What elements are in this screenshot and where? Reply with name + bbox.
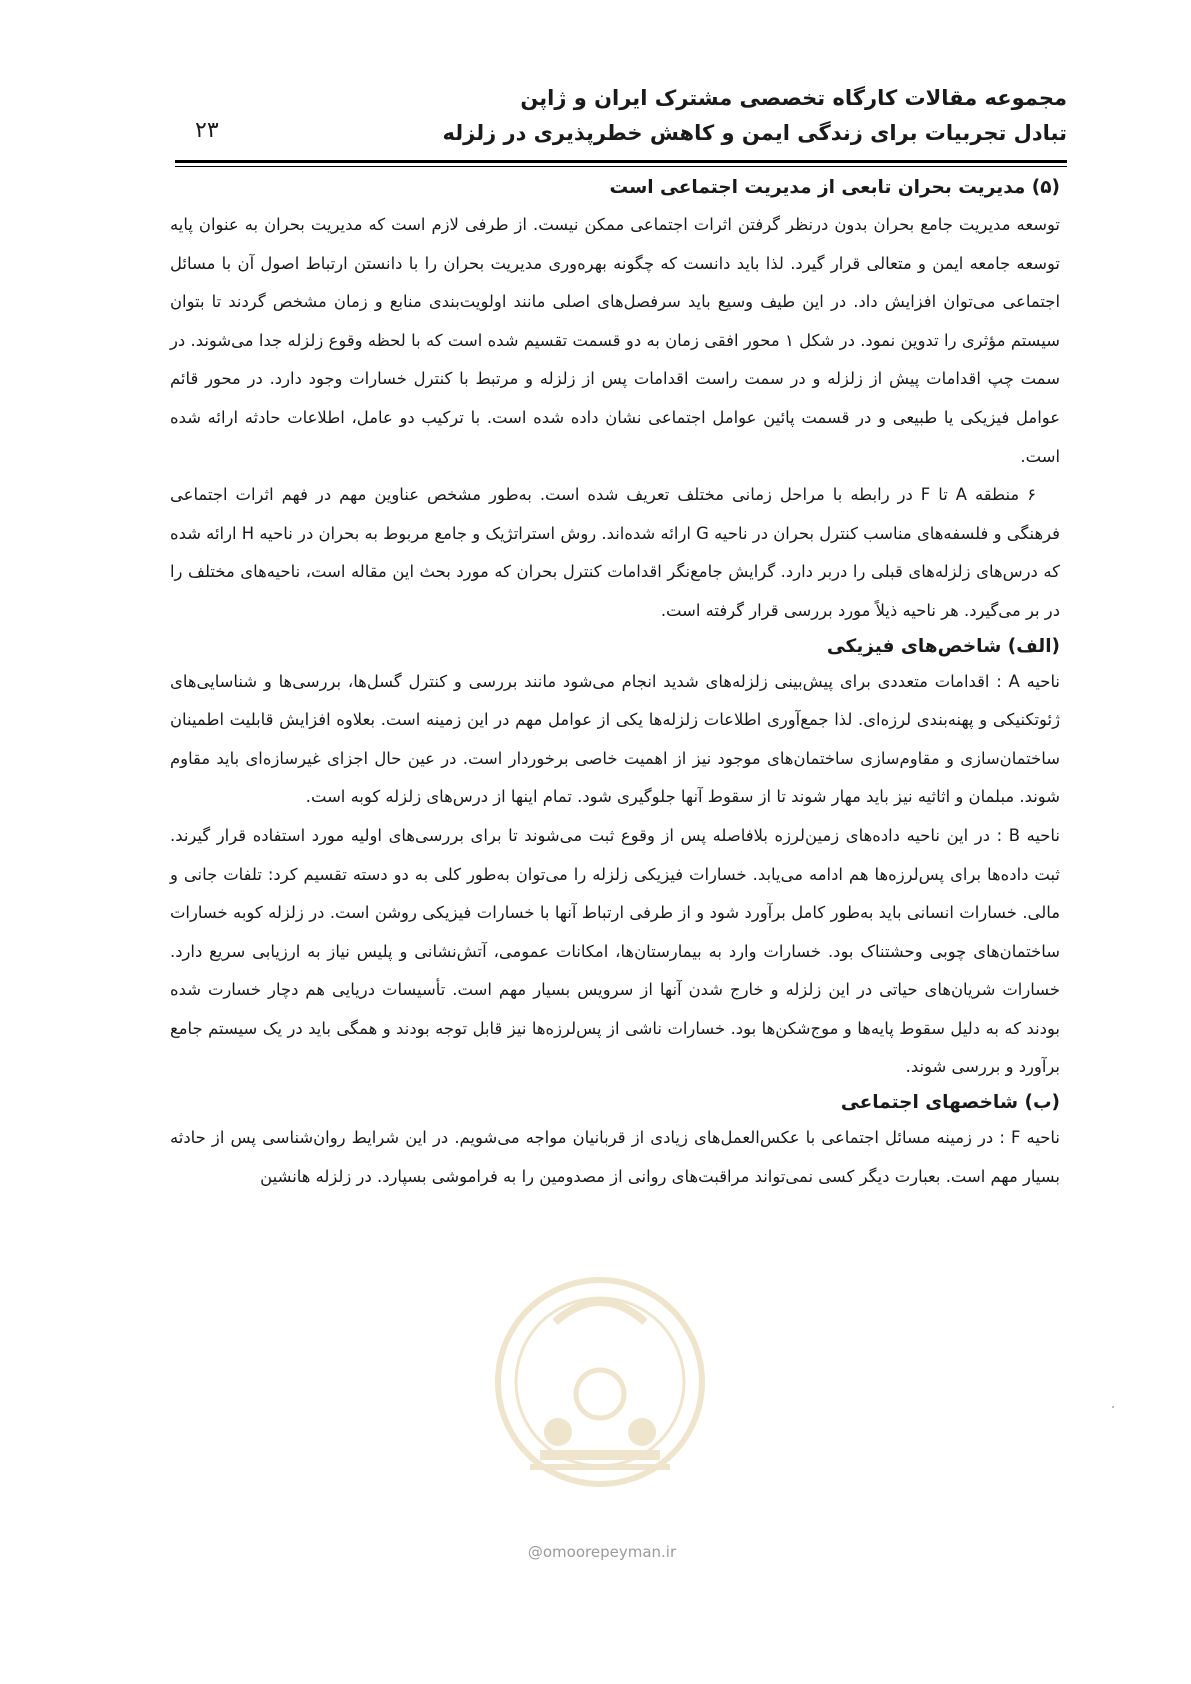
- paragraph: ناحیه A : اقدامات متعددی برای پیش‌بینی زلزله‌های شدید انجام می‌شود مانند بررسی و کنترل گسل‌ها، بررسی‌ها و شناسایی‌های ژئوتکنیکی و پهنه‌بندی لرزه‌ای. لذا جمع‌آوری اطلاعات زلزله‌ها یکی از عوامل مهم در این زمینه است. بعلاوه افزایش قابلیت اطمینان ساختمان‌سازی و مقاوم‌سازی ساختمان‌های موجود نیز از اهمیت خاصی برخوردار است. در عین حال اجزای غیرسازه‌ای باید مقاوم شوند. مبلمان و اثاثیه نیز باید مهار شوند تا از سقوط آنها جلوگیری شود. تمام اینها از درس‌های زلزله کوبه است.: [170, 671, 1060, 807]
- scan-speck: [1112, 1406, 1114, 1408]
- header-title-line1: مجموعه مقالات کارگاه تخصصی مشترک ایران و ژاپن: [520, 86, 1067, 110]
- section-heading: (۵) مدیریت بحران تابعی از مدیریت اجتماعی است: [609, 177, 1060, 198]
- paragraph: توسعه مدیریت جامع بحران بدون درنظر گرفتن اثرات اجتماعی ممکن نیست. از طرفی لازم است که مدیریت بحران به عنوان پایه توسعه جامعه ایمن و متعالی قرار گیرد. لذا باید دانست که چگونه بهره‌وری مدیریت بحران را با دانستن ارتباط اصول آن با مسائل اجتماعی می‌توان افزایش داد. در این طیف وسیع باید سرفصل‌های اصلی مانند اولویت‌بندی منابع و زمان مشخص گردند تا بتوان سیستم مؤثری را تدوین نمود. در شکل ۱ محور افقی زمان به دو قسمت تقسیم شده است که با لحظه وقوع زلزله جدا می‌شوند. در سمت چپ اقدامات پیش از زلزله و در سمت راست اقدامات پس از زلزله و مرتبط با کنترل خسارات وجود دارد. در محور قائم عوامل فیزیکی یا طبیعی و در قسمت پائین عوامل اجتماعی نشان داده شده است. با ترکیب دو عامل، اطلاعات حادثه ارائه شده است.: [170, 215, 1060, 466]
- paragraph: ۶ منطقه A تا F در رابطه با مراحل زمانی مختلف تعریف شده است. به‌طور مشخص عناوین مهم در فهم اثرات اجتماعی فرهنگی و فلسفه‌های مناسب کنترل بحران در ناحیه G ارائه شده‌اند. روش استراتژیک و جامع مربوط به بحران در ناحیه H ارائه شده که درس‌های زلزله‌های قبلی را دربر دارد. گرایش جامع‌نگر اقدامات کنترل بحران که مورد بحث این مقاله است، ناحیه‌های مختلف را در بر می‌گیرد. هر ناحیه ذیلاً مورد بررسی قرار گرفته است.: [170, 485, 1060, 620]
- header-rule-thick: [175, 160, 1067, 163]
- running-header: [175, 84, 1067, 164]
- watermark-seal: [470, 1262, 730, 1562]
- paragraph: ناحیه B : در این ناحیه داده‌های زمین‌لرزه بلافاصله پس از وقوع ثبت می‌شوند تا برای بررسی‌های اولیه مورد استفاده قرار گیرند. ثبت داده‌ها برای پس‌لرزه‌ها هم ادامه می‌یابد. خسارات فیزیکی زلزله را می‌توان به‌طور کلی به دو دسته تقسیم کرد: تلفات جانی و مالی. خسارات انسانی باید به‌طور کامل برآورد شود و از طرفی ارتباط آنها با خسارات فیزیکی روشن است. در زلزله کوبه خسارات ساختمان‌های چوبی وحشتناک بود. خسارات وارد به بیمارستان‌ها، امکانات عمومی، آتش‌نشانی و پلیس نیاز به ارزیابی سریع دارد. خسارات شریان‌های حیاتی در این زلزله و خارج شدن آنها از سرویس بسیار مهم است. تأسیسات دریایی هم دچار خسارت شده بودند که به دلیل سقوط پایه‌ها و موج‌شکن‌ها بود. خسارات ناشی از پس‌لرزه‌ها نیز قابل توجه بودند و همگی باید در یک سیستم جامع برآورد و بررسی شوند.: [170, 825, 1060, 1077]
- page-number: ۲۳: [195, 118, 219, 143]
- header-rule-thin: [175, 166, 1067, 167]
- section-heading: (ب) شاخصهای اجتماعی: [840, 1092, 1060, 1114]
- section-heading: (الف) شاخص‌های فیزیکی: [826, 635, 1060, 657]
- body-content: [170, 172, 1060, 1196]
- header-title-line2: تبادل تجربیات برای زندگی ایمن و کاهش خطرپذیری در زلزله: [442, 121, 1067, 145]
- paragraph: ناحیه F : در زمینه مسائل اجتماعی با عکس‌العمل‌های زیادی از قربانیان مواجه می‌شویم. در این شرایط روان‌شناسی پس از حادثه بسیار مهم است. بعبارت دیگر کسی نمی‌تواند مراقبت‌های روانی از مصدومین را به فراموشی بسپارد. در زلزله هانشین: [170, 1128, 1060, 1186]
- watermark-url: @omoorepeyman.ir: [527, 1543, 677, 1561]
